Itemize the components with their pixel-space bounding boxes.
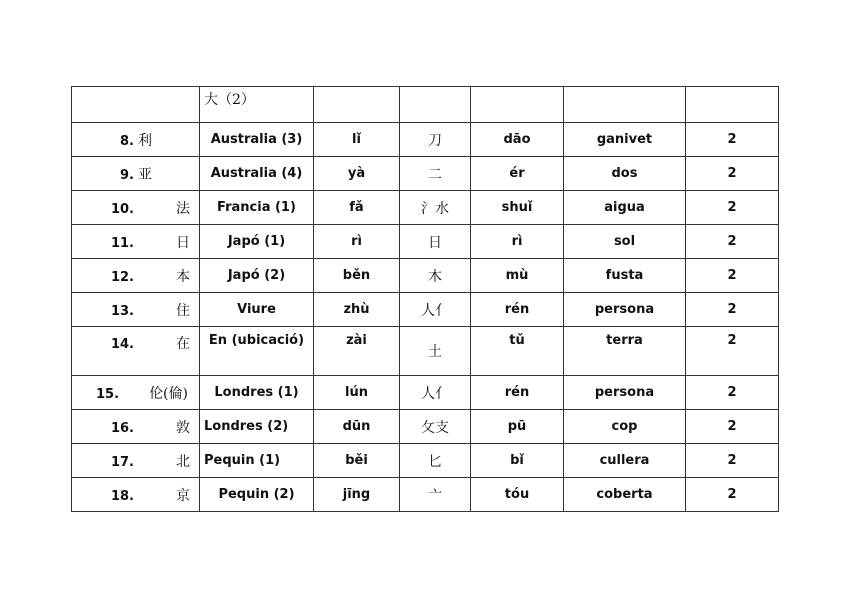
- cell-radical: [400, 87, 471, 123]
- table-row: [72, 87, 779, 123]
- cell-number: [72, 191, 200, 225]
- cell-word: Pequin (1): [200, 444, 314, 478]
- cell-radical: 日: [400, 225, 471, 259]
- cell-word: Londres (1): [200, 376, 314, 410]
- cell-radical-pinyin: tóu: [471, 478, 564, 512]
- cell-pinyin: lún: [314, 376, 400, 410]
- row-character: 法: [176, 200, 190, 217]
- row-character: 北: [176, 453, 190, 470]
- cell-radical-pinyin: pū: [471, 410, 564, 444]
- table-row: [72, 123, 779, 157]
- cell-count: 2: [686, 157, 779, 191]
- cell-word: Francia (1): [200, 191, 314, 225]
- cell-number: [72, 293, 200, 327]
- cell-radical: 氵水: [400, 191, 471, 225]
- cell-radical: 亠: [400, 478, 471, 512]
- row-character: 敦: [176, 419, 190, 436]
- cell-count: 2: [686, 259, 779, 293]
- character-table: [71, 86, 779, 512]
- table-row: [72, 376, 779, 410]
- cell-radical: 攵支: [400, 410, 471, 444]
- cell-pinyin: jīng: [314, 478, 400, 512]
- row-number: 9.: [120, 167, 134, 183]
- cell-word: 大（2）: [200, 87, 314, 123]
- cell-radical-pinyin: shuǐ: [471, 191, 564, 225]
- cell-meaning: persona: [564, 293, 686, 327]
- cell-meaning: ganivet: [564, 123, 686, 157]
- cell-pinyin: fǎ: [314, 191, 400, 225]
- cell-meaning: persona: [564, 376, 686, 410]
- cell-word: Australia (3): [200, 123, 314, 157]
- cell-count: 2: [686, 376, 779, 410]
- cell-pinyin: dūn: [314, 410, 400, 444]
- row-number: 15.: [96, 386, 120, 402]
- cell-radical-pinyin: rén: [471, 293, 564, 327]
- table-row: [72, 410, 779, 444]
- cell-word: Viure: [200, 293, 314, 327]
- cell-radical-pinyin: bǐ: [471, 444, 564, 478]
- cell-count: 2: [686, 444, 779, 478]
- row-character: 利: [138, 132, 152, 149]
- table-row: [72, 327, 779, 376]
- cell-meaning: coberta: [564, 478, 686, 512]
- cell-count: [686, 87, 779, 123]
- cell-number: [72, 444, 200, 478]
- cell-count: 2: [686, 410, 779, 444]
- cell-radical: 匕: [400, 444, 471, 478]
- cell-pinyin: lǐ: [314, 123, 400, 157]
- cell-meaning: dos: [564, 157, 686, 191]
- row-number: 18.: [110, 488, 134, 504]
- cell-word: Londres (2): [200, 410, 314, 444]
- cell-count: 2: [686, 123, 779, 157]
- cell-number: [72, 478, 200, 512]
- cell-radical-pinyin: rén: [471, 376, 564, 410]
- cell-meaning: cullera: [564, 444, 686, 478]
- row-number: 13.: [110, 303, 134, 319]
- cell-radical-pinyin: tǔ: [471, 327, 564, 376]
- cell-number: [72, 376, 200, 410]
- row-character: 伦(倫): [149, 385, 188, 402]
- cell-pinyin: zhù: [314, 293, 400, 327]
- cell-count: 2: [686, 478, 779, 512]
- cell-pinyin: běi: [314, 444, 400, 478]
- cell-radical-pinyin: dāo: [471, 123, 564, 157]
- row-number: 12.: [110, 269, 134, 285]
- cell-radical-pinyin: rì: [471, 225, 564, 259]
- table-row: [72, 444, 779, 478]
- cell-meaning: cop: [564, 410, 686, 444]
- table-row: [72, 191, 779, 225]
- row-number: 11.: [110, 235, 134, 251]
- table-row: [72, 293, 779, 327]
- cell-pinyin: běn: [314, 259, 400, 293]
- cell-pinyin: rì: [314, 225, 400, 259]
- cell-radical: 人亻: [400, 293, 471, 327]
- row-character: 在: [176, 336, 190, 352]
- cell-number: [72, 157, 200, 191]
- cell-count: 2: [686, 191, 779, 225]
- cell-number: [72, 225, 200, 259]
- row-character: 日: [176, 234, 190, 251]
- cell-word: Japó (2): [200, 259, 314, 293]
- cell-pinyin: yà: [314, 157, 400, 191]
- table-row: [72, 157, 779, 191]
- row-character: 亚: [138, 166, 152, 183]
- cell-count: 2: [686, 327, 779, 376]
- row-number: 8.: [120, 133, 134, 149]
- cell-meaning: sol: [564, 225, 686, 259]
- cell-count: 2: [686, 225, 779, 259]
- cell-radical-pinyin: ér: [471, 157, 564, 191]
- cell-number: [72, 123, 200, 157]
- row-number: 16.: [110, 420, 134, 436]
- cell-meaning: aigua: [564, 191, 686, 225]
- cell-word: En (ubicació): [200, 327, 314, 376]
- cell-radical-pinyin: mù: [471, 259, 564, 293]
- row-character: 住: [176, 302, 190, 319]
- row-number: 14.: [110, 337, 134, 352]
- table-row: [72, 225, 779, 259]
- row-number: 17.: [110, 454, 134, 470]
- cell-radical: 二: [400, 157, 471, 191]
- row-character: 本: [176, 268, 190, 285]
- cell-pinyin: [314, 87, 400, 123]
- cell-word: Australia (4): [200, 157, 314, 191]
- cell-number: [72, 327, 200, 376]
- cell-radical: 人亻: [400, 376, 471, 410]
- cell-word: Pequin (2): [200, 478, 314, 512]
- row-character: 京: [176, 487, 190, 504]
- table-row: [72, 259, 779, 293]
- cell-number: [72, 410, 200, 444]
- cell-radical: 木: [400, 259, 471, 293]
- cell-meaning: fusta: [564, 259, 686, 293]
- cell-meaning: [564, 87, 686, 123]
- cell-meaning: terra: [564, 327, 686, 376]
- cell-number: [72, 259, 200, 293]
- row-number: 10.: [110, 201, 134, 217]
- cell-pinyin: zài: [314, 327, 400, 376]
- cell-number: [72, 87, 200, 123]
- cell-radical: 刀: [400, 123, 471, 157]
- cell-count: 2: [686, 293, 779, 327]
- cell-radical: 土: [400, 327, 471, 376]
- cell-radical-pinyin: [471, 87, 564, 123]
- cell-word: Japó (1): [200, 225, 314, 259]
- table-row: [72, 478, 779, 512]
